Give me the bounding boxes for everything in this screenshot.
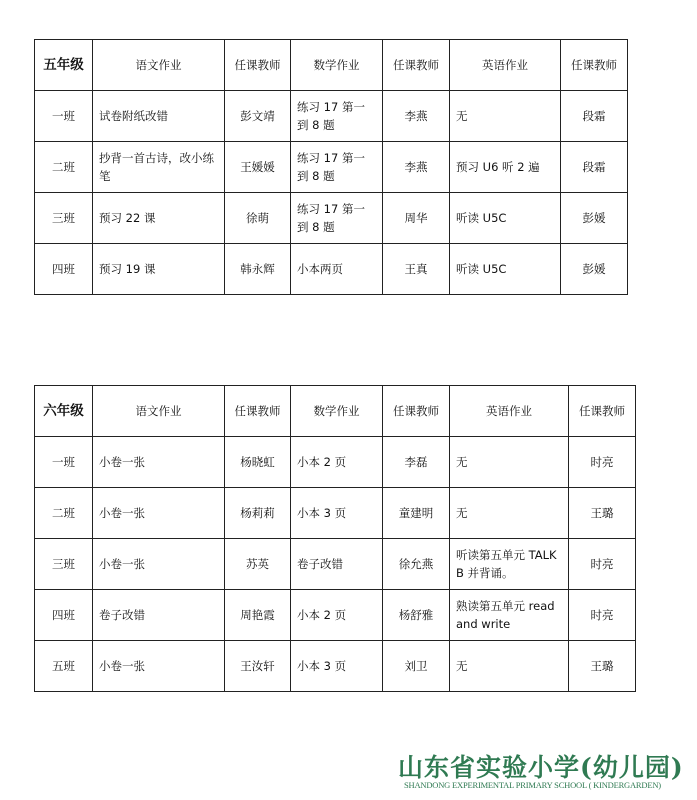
table-header-row <box>35 386 636 437</box>
chinese-teacher: 韩永辉 <box>225 244 291 295</box>
math-homework: 小本 2 页 <box>291 590 383 641</box>
english-homework: 听读第五单元 TALK B 并背诵。 <box>450 539 569 590</box>
chinese-teacher: 杨莉莉 <box>225 488 291 539</box>
class-name: 三班 <box>35 539 93 590</box>
math-homework-header: 数学作业 <box>291 40 383 91</box>
grade6-homework-table <box>34 385 636 692</box>
math-teacher-header: 任课教师 <box>383 40 450 91</box>
math-homework: 小本两页 <box>291 244 383 295</box>
chinese-teacher: 王媛媛 <box>225 142 291 193</box>
table-row <box>35 488 636 539</box>
chinese-teacher-header: 任课教师 <box>225 40 291 91</box>
english-teacher: 王璐 <box>569 641 636 692</box>
table-row <box>35 641 636 692</box>
chinese-homework: 预习 22 课 <box>93 193 225 244</box>
class-name: 一班 <box>35 91 93 142</box>
math-teacher: 李燕 <box>383 142 450 193</box>
math-homework: 练习 17 第一到 8 题 <box>291 193 383 244</box>
chinese-teacher: 王汝轩 <box>225 641 291 692</box>
math-homework-header: 数学作业 <box>291 386 383 437</box>
chinese-homework: 预习 19 课 <box>93 244 225 295</box>
english-homework: 无 <box>450 91 561 142</box>
english-homework: 无 <box>450 488 569 539</box>
english-teacher: 时亮 <box>569 437 636 488</box>
math-homework: 小本 3 页 <box>291 641 383 692</box>
math-teacher: 杨舒雅 <box>383 590 450 641</box>
english-teacher: 时亮 <box>569 539 636 590</box>
english-teacher: 时亮 <box>569 590 636 641</box>
class-name: 四班 <box>35 590 93 641</box>
math-homework: 小本 2 页 <box>291 437 383 488</box>
math-homework: 卷子改错 <box>291 539 383 590</box>
english-teacher-header: 任课教师 <box>569 386 636 437</box>
english-homework: 听读 U5C <box>450 193 561 244</box>
english-teacher: 段霜 <box>561 142 628 193</box>
english-homework-header: 英语作业 <box>450 40 561 91</box>
chinese-teacher: 周艳霞 <box>225 590 291 641</box>
grade-header: 六年级 <box>35 386 93 437</box>
chinese-homework: 小卷一张 <box>93 488 225 539</box>
chinese-homework: 小卷一张 <box>93 437 225 488</box>
chinese-teacher: 徐萌 <box>225 193 291 244</box>
school-name-cn: 山东省实验小学(幼儿园) <box>398 753 684 782</box>
math-homework: 练习 17 第一到 8 题 <box>291 142 383 193</box>
english-homework: 熟读第五单元 read and write <box>450 590 569 641</box>
english-teacher: 彭媛 <box>561 193 628 244</box>
chinese-teacher: 苏英 <box>225 539 291 590</box>
class-name: 一班 <box>35 437 93 488</box>
table-row <box>35 244 628 295</box>
class-name: 三班 <box>35 193 93 244</box>
grade-header: 五年级 <box>35 40 93 91</box>
table-row <box>35 539 636 590</box>
math-teacher: 王真 <box>383 244 450 295</box>
english-teacher: 彭媛 <box>561 244 628 295</box>
math-teacher: 李磊 <box>383 437 450 488</box>
english-homework-header: 英语作业 <box>450 386 569 437</box>
chinese-homework-header: 语文作业 <box>93 386 225 437</box>
chinese-homework: 卷子改错 <box>93 590 225 641</box>
chinese-homework-header: 语文作业 <box>93 40 225 91</box>
chinese-homework: 小卷一张 <box>93 539 225 590</box>
math-teacher: 刘卫 <box>383 641 450 692</box>
math-teacher: 李燕 <box>383 91 450 142</box>
table-row <box>35 142 628 193</box>
chinese-homework: 抄背一首古诗，改小练笔 <box>93 142 225 193</box>
table-row <box>35 437 636 488</box>
math-teacher: 童建明 <box>383 488 450 539</box>
english-teacher: 段霜 <box>561 91 628 142</box>
grade5-homework-table <box>34 39 628 295</box>
chinese-teacher-header: 任课教师 <box>225 386 291 437</box>
english-teacher: 王璐 <box>569 488 636 539</box>
class-name: 四班 <box>35 244 93 295</box>
class-name: 二班 <box>35 488 93 539</box>
table-row <box>35 91 628 142</box>
english-homework: 听读 U5C <box>450 244 561 295</box>
chinese-homework: 小卷一张 <box>93 641 225 692</box>
table-header-row <box>35 40 628 91</box>
class-name: 二班 <box>35 142 93 193</box>
chinese-homework: 试卷附纸改错 <box>93 91 225 142</box>
math-teacher: 徐允燕 <box>383 539 450 590</box>
table-row <box>35 193 628 244</box>
school-logo <box>398 748 688 796</box>
english-homework: 无 <box>450 641 569 692</box>
school-name-en: SHANDONG EXPERIMENTAL PRIMARY SCHOOL ( KINDERGARDEN) <box>404 780 661 790</box>
english-teacher-header: 任课教师 <box>561 40 628 91</box>
english-homework: 预习 U6 听 2 遍 <box>450 142 561 193</box>
math-homework: 小本 3 页 <box>291 488 383 539</box>
chinese-teacher: 彭文靖 <box>225 91 291 142</box>
math-teacher: 周华 <box>383 193 450 244</box>
math-homework: 练习 17 第一到 8 题 <box>291 91 383 142</box>
english-homework: 无 <box>450 437 569 488</box>
class-name: 五班 <box>35 641 93 692</box>
math-teacher-header: 任课教师 <box>383 386 450 437</box>
table-row <box>35 590 636 641</box>
chinese-teacher: 杨晓虹 <box>225 437 291 488</box>
